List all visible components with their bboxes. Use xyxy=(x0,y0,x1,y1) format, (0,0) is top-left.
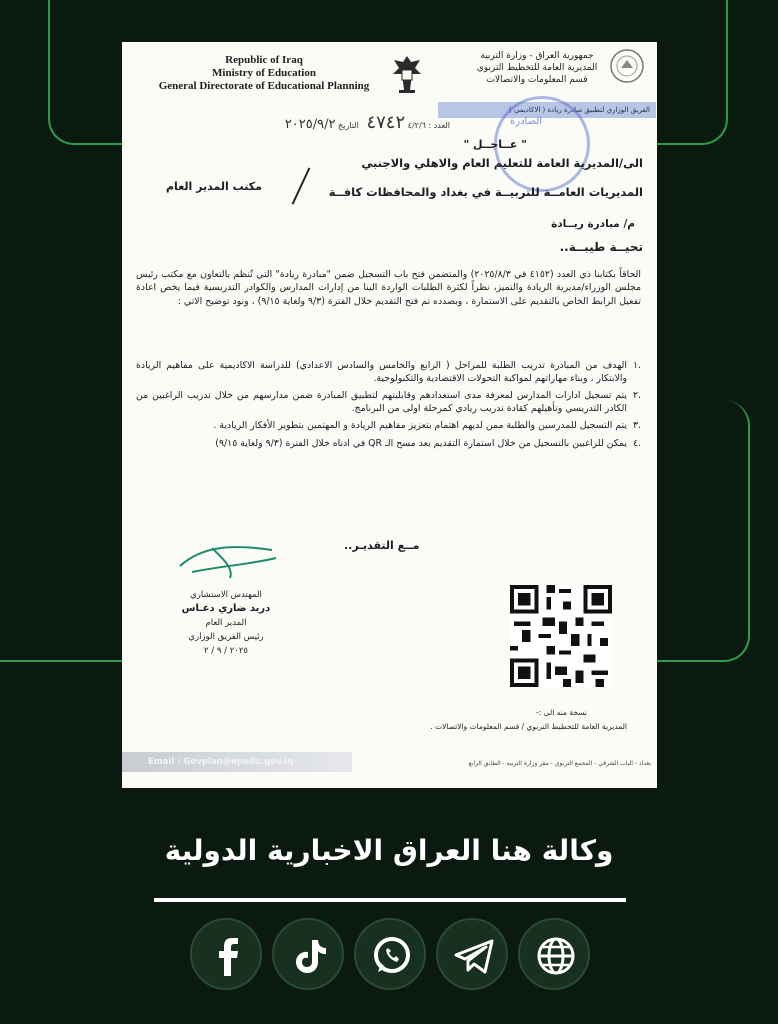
reference-date-label: التاريخ xyxy=(338,121,359,130)
reference-line xyxy=(150,112,450,133)
point-text: الهدف من المبادرة تدريب الطلبة للمراحل ( الرابع والخامس والسادس الاعدادي) للدراسة الاكاديمية على مفاهيم الريادة والابتكار ، وبناء مهاراتهم لمواكبة التحولات الاقتصادية والتكنولوجية. xyxy=(136,360,627,384)
reference-date: ٢٠٢٥/٩/٢ xyxy=(284,117,336,132)
facebook-link[interactable] xyxy=(190,918,262,990)
point-number: .٤ xyxy=(632,437,641,449)
social-links xyxy=(190,918,590,998)
letterhead-en-line1: Republic of Iraq xyxy=(225,54,303,66)
signatory-title: المهندس الاستشاري xyxy=(190,590,262,600)
letterhead-ar-line1: جمهورية العراق - وزارة التربية xyxy=(480,51,594,61)
letterhead-en-line2: Ministry of Education xyxy=(212,67,316,79)
signatory-date: ٢٠٢٥ / ٩ / ٢ xyxy=(204,646,248,656)
recipient-office: مكتب المدير العام xyxy=(166,180,262,193)
letter-subject: م/ مبادرة ريــادة xyxy=(551,218,635,230)
letter-greeting: تحيــة طيبــة.. xyxy=(559,240,643,254)
letter-points-list xyxy=(136,360,641,456)
iraq-eagle-emblem-icon xyxy=(390,52,424,94)
telegram-link[interactable] xyxy=(436,918,508,990)
whatsapp-icon xyxy=(356,920,428,992)
recipient-divider xyxy=(292,167,311,204)
signatory-block xyxy=(166,588,286,658)
ministerial-team-bar: الفريق الوزاري لتطبيق مبادرة ريادة ( الاكاديمي ) xyxy=(438,102,656,118)
copy-to-label: نسخة منه الى :- xyxy=(536,708,587,717)
website-link[interactable] xyxy=(518,918,590,990)
qr-code[interactable] xyxy=(510,584,612,688)
recipient-line-2: المديريات العامــة للتربيــة في بغداد والمحافظات كافــة xyxy=(328,185,643,199)
point-number: .١ xyxy=(632,360,641,371)
brand-underline xyxy=(154,898,626,902)
signatory-role-2: رئيس الفريق الوزاري xyxy=(188,632,264,642)
footer-address: بغداد - الباب الشرقي - المجمع التربوي - مقر وزارة التربية - الطابق الرابع xyxy=(468,760,651,767)
point-number: .٣ xyxy=(632,420,641,432)
official-letter xyxy=(122,42,657,788)
facebook-icon xyxy=(192,920,264,992)
letterhead-english xyxy=(144,54,384,93)
reference-number: ٤٧٤٢ xyxy=(366,112,406,133)
whatsapp-link[interactable] xyxy=(354,918,426,990)
letter-regards: مــع التقديـر.. xyxy=(344,539,420,552)
letterhead-en-line3: General Directorate of Educational Planning xyxy=(158,80,370,92)
copy-to-item: المديرية العامة للتخطيط التربوي / قسم المعلومات والاتصالات . xyxy=(430,722,627,731)
globe-icon xyxy=(520,920,592,992)
directorate-logo-icon xyxy=(609,48,645,84)
signatory-name: دريد ضاري دعـاس xyxy=(181,603,271,614)
recipient-line-1: الى/المديرية العامة للتعليم العام والاهلي والاجنبي xyxy=(361,156,643,170)
letterhead-ar-line3: قسم المعلومات والاتصالات xyxy=(486,75,588,85)
letter-point xyxy=(136,438,641,451)
tiktok-link[interactable] xyxy=(272,918,344,990)
footer-email: Email : Govplan@epedu.gov.iq xyxy=(122,752,352,772)
stamp-label: الصادرة xyxy=(510,116,543,127)
tiktok-icon xyxy=(274,920,346,992)
point-text: يتم تسجيل ادارات المدارس لمعرفة مدى استعدادهم وقابليتهم لتطبيق المبادرة ضمن مدارسهم من خلال تدريب الراغبين من الكادر التدريسي وتأهيلهم كقادة تدريب ريادي كمرحلة اولى من البرنامج. xyxy=(136,390,627,414)
telegram-icon xyxy=(438,920,510,992)
letter-point xyxy=(136,420,641,433)
signature-icon xyxy=(172,536,282,586)
point-number: .٢ xyxy=(632,390,641,402)
letter-point xyxy=(136,360,641,385)
point-text: يتم التسجيل للمدرسين والطلبة ممن لديهم اهتمام بتعزيز مفاهيم الريادة و المهتمين بتطوير الأفكار الريادية . xyxy=(213,420,627,432)
letterhead-ar-line2: المديرية العامة للتخطيط التربوي xyxy=(476,63,598,73)
signatory-role-1: المدير العام xyxy=(205,618,247,628)
letter-point xyxy=(136,390,641,415)
point-text: يمكن للراغبين بالتسجيل من خلال استمارة التقديم بعد مسح الـ QR في ادناه خلال الفترة (٩/٣ ولغاية ٩/١٥) xyxy=(215,437,627,449)
letterhead-arabic xyxy=(467,50,607,86)
letter-intro-paragraph: الحاقاً بكتابنا ذي العدد (٤١٥٢ في ٢٠٢٥/٨/٣) والمتضمن فتح باب التسجيل ضمن "مبادرة ريادة" التي تُنظم بالتعاون مع مكتب رئيس مجلس الوزراء/مديرية الريادة والتميز، نظراً لكثرة الطلبات الواردة الينا من إدارات المدارس والكوادر التدريسية فيما يخص اعادة تفعيل الرابط الخاص بالتقديم على الاستمارة ، وبصدده تم فتح التقديم خلال الفترة (٩/٣ ولغاية ٩/١٥) ، ونود توضيح الاتي : xyxy=(136,269,641,307)
reference-number-label: العدد : ٤/٢/٦ xyxy=(407,121,450,130)
agency-brand-name: وكالة هنا العراق الاخبارية الدولية xyxy=(164,834,614,867)
urgent-label: " عــاجــل " xyxy=(463,138,527,151)
